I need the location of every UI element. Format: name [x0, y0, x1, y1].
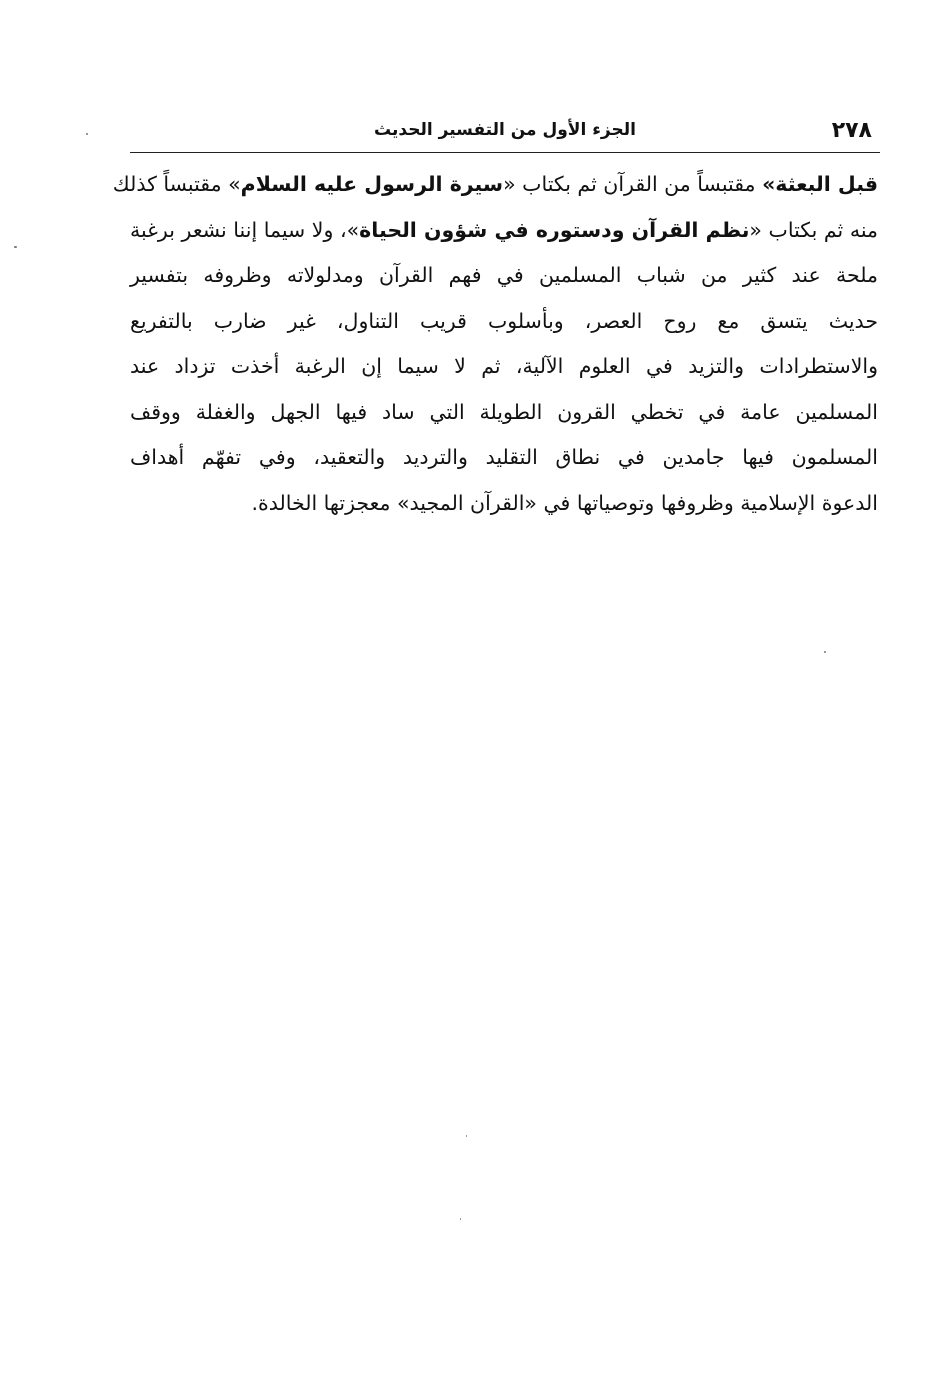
text-run: حديث يتسق مع روح العصر، وبأسلوب قريب التناول، غير ضارب بالتفريع [130, 308, 878, 333]
text-run: ملحة عند كثير من شباب المسلمين في فهم القرآن ومدلولاته وظروفه بتفسير [130, 263, 878, 287]
text-run: المسلمين عامة في تخطي القرون الطويلة التي ساد فيها الجهل والغفلة ووقف [130, 399, 878, 424]
text-line [130, 299, 878, 345]
text-line [130, 253, 878, 299]
page-number: ٢٧٨ [831, 118, 872, 143]
text-line [130, 481, 878, 527]
body-paragraph [112, 162, 878, 526]
page-header [130, 118, 880, 156]
text-run: قبل البعثة» [762, 172, 878, 196]
text-run: المسلمون فيها جامدين في نطاق التقليد والترديد والتعقيد، وفي تفهّم أهداف [130, 445, 878, 469]
scan-speck [824, 651, 826, 653]
text-run: منه ثم بكتاب « [749, 217, 878, 242]
text-line [130, 208, 878, 254]
scan-speck [460, 1218, 461, 1220]
text-line [130, 435, 878, 481]
text-line [112, 162, 878, 208]
text-run: والاستطرادات والتزيد في العلوم الآلية، ثم لا سيما إن الرغبة أخذت تزداد عند [130, 354, 878, 378]
text-run: » مقتبساً كذلك [112, 172, 241, 196]
scan-speck [14, 246, 17, 248]
text-run: سيرة الرسول عليه السلام [240, 172, 504, 196]
text-run: »، ولا سيما إننا نشعر برغبة [130, 217, 360, 242]
text-run: مقتبساً من القرآن ثم بكتاب « [503, 172, 763, 196]
scan-speck [86, 133, 88, 135]
running-title: الجزء الأول من التفسير الحديث [374, 120, 636, 140]
text-run: نظم القرآن ودستوره في شؤون الحياة [359, 217, 750, 242]
header-rule [130, 152, 880, 153]
scan-speck [466, 1135, 467, 1137]
text-line [130, 344, 878, 390]
text-run: الدعوة الإسلامية وظروفها وتوصياتها في «القرآن المجيد» معجزتها الخالدة. [251, 490, 878, 515]
text-line [130, 390, 878, 436]
